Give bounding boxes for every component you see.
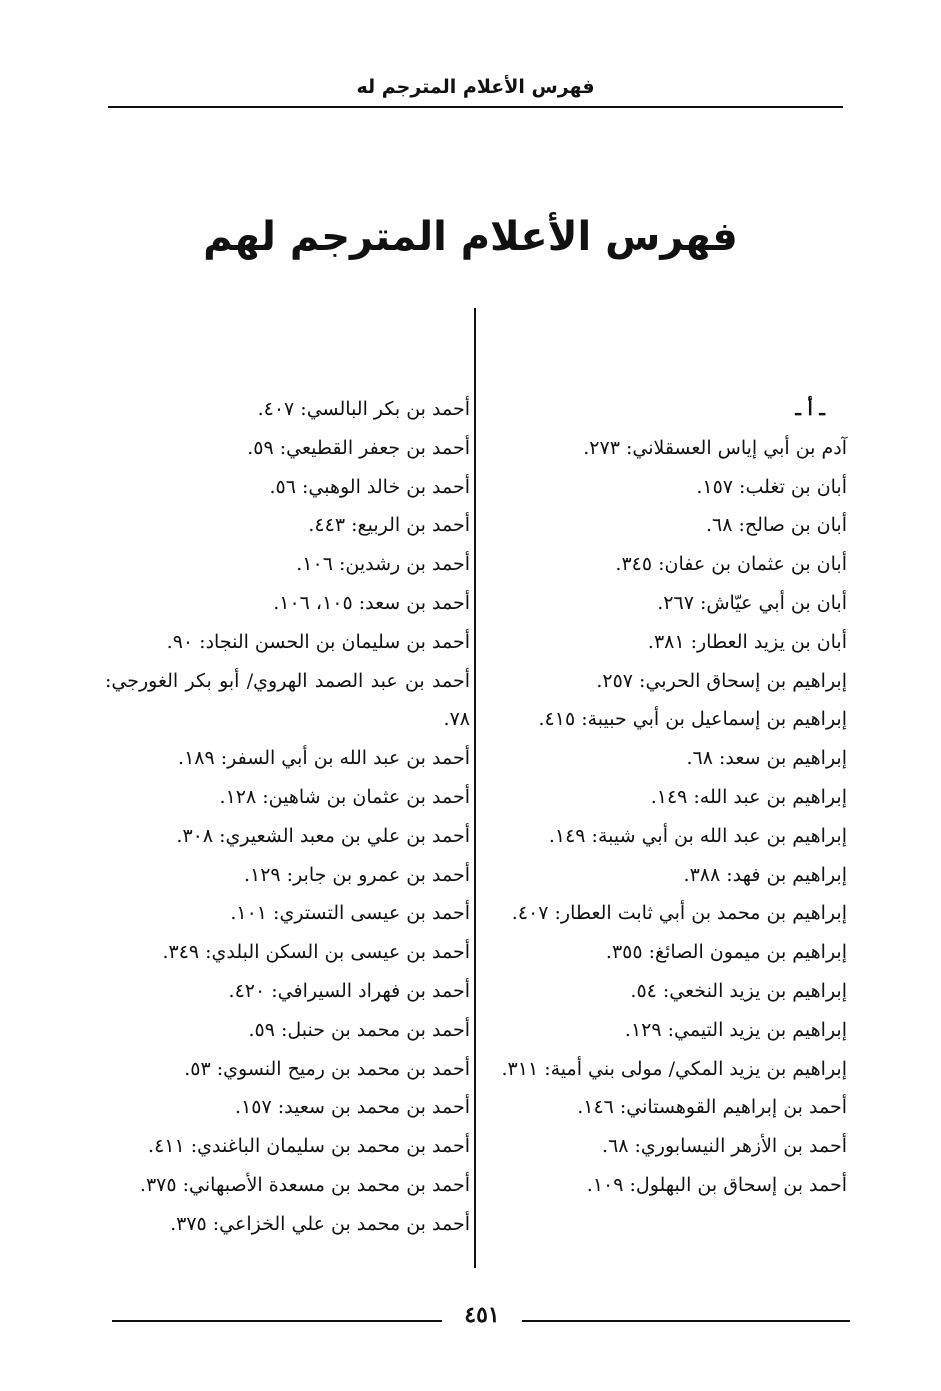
running-header bbox=[108, 74, 843, 108]
index-entry: أبان بن أبي عيّاش: ٢٦٧. bbox=[657, 591, 847, 614]
page-title: فهرس الأعلام المترجم لهم bbox=[203, 214, 738, 260]
index-entry: إبراهيم بن محمد بن أبي ثابت العطار: ٤٠٧. bbox=[511, 902, 847, 925]
index-entry: أحمد بن فهراد السيرافي: ٤٢٠. bbox=[228, 979, 470, 1002]
page-footer bbox=[112, 1300, 850, 1334]
index-entry: أحمد بن عثمان بن شاهين: ١٢٨. bbox=[219, 785, 470, 808]
footer-rule-left bbox=[112, 1320, 442, 1322]
index-entry: أحمد بن محمد بن حنبل: ٥٩. bbox=[248, 1018, 470, 1041]
index-entry: أحمد بن رشدين: ١٠٦. bbox=[296, 553, 470, 576]
index-entry: أبان بن تغلب: ١٥٧. bbox=[696, 475, 847, 498]
index-entry: أحمد بن إبراهيم القوهستاني: ١٤٦. bbox=[577, 1096, 847, 1119]
page-number: ٤٥١ bbox=[464, 1302, 500, 1328]
index-entry: إبراهيم بن إسحاق الحربي: ٢٥٧. bbox=[596, 669, 847, 692]
index-entry: أحمد بن جعفر القطيعي: ٥٩. bbox=[247, 436, 470, 459]
index-entry: إبراهيم بن فهد: ٣٨٨. bbox=[683, 863, 847, 886]
index-entry: أحمد بن سليمان بن الحسن النجاد: ٩٠. bbox=[166, 630, 470, 653]
index-entry: إبراهيم بن يزيد النخعي: ٥٤. bbox=[630, 979, 847, 1002]
running-header-title: فهرس الأعلام المترجم له bbox=[356, 76, 595, 98]
index-entry: أحمد بن عيسى التستري: ١٠١. bbox=[230, 902, 470, 925]
footer-rule-right bbox=[522, 1320, 850, 1322]
index-entry: أحمد بن محمد بن سعيد: ١٥٧. bbox=[235, 1096, 470, 1119]
index-entry: أحمد بن بكر البالسي: ٤٠٧. bbox=[257, 398, 470, 420]
index-entry: أبان بن صالح: ٦٨. bbox=[705, 514, 847, 537]
index-entry: آدم بن أبي إياس العسقلاني: ٢٧٣. bbox=[583, 436, 847, 459]
index-entry: إبراهيم بن إسماعيل بن أبي حبيبة: ٤١٥. bbox=[538, 708, 847, 731]
index-entry: إبراهيم بن ميمون الصائغ: ٣٥٥. bbox=[605, 941, 847, 964]
index-entry: أحمد بن خالد الوهبي: ٥٦. bbox=[269, 475, 470, 498]
index-entry: أحمد بن محمد بن علي الخزاعي: ٣٧٥. bbox=[170, 1212, 470, 1235]
index-entry: أحمد بن محمد بن رميح النسوي: ٥٣. bbox=[184, 1057, 470, 1080]
index-entry: أحمد بن عبد الصمد الهروي/ أبو بكر الغورجي: ٧٨. bbox=[105, 669, 470, 731]
index-entry: أبان بن يزيد العطار: ٣٨١. bbox=[647, 630, 847, 653]
index-entry: أحمد بن عيسى بن السكن البلدي: ٣٤٩. bbox=[162, 941, 470, 964]
index-entry: إبراهيم بن عبد الله بن أبي شيبة: ١٤٩. bbox=[548, 824, 847, 847]
index-entry: أحمد بن الربيع: ٤٤٣. bbox=[308, 514, 470, 537]
section-letter: ـ أ ـ bbox=[795, 398, 825, 420]
index-entry: أحمد بن إسحاق بن البهلول: ١٠٩. bbox=[586, 1173, 847, 1196]
index-entry: أحمد بن محمد بن سليمان الباغندي: ٤١١. bbox=[148, 1135, 470, 1158]
index-entry: إبراهيم بن يزيد المكي/ مولى بني أمية: ٣١١. bbox=[501, 1057, 847, 1080]
index-entry: أحمد بن الأزهر النيسابوري: ٦٨. bbox=[602, 1135, 847, 1158]
index-column-right bbox=[485, 390, 847, 1205]
index-column-left bbox=[105, 390, 470, 1244]
index-entry: إبراهيم بن عبد الله: ١٤٩. bbox=[650, 785, 847, 808]
index-entry: أحمد بن علي بن معبد الشعيري: ٣٠٨. bbox=[176, 824, 470, 847]
index-entry: أحمد بن محمد بن مسعدة الأصبهاني: ٣٧٥. bbox=[139, 1173, 470, 1196]
index-entry: إبراهيم بن سعد: ٦٨. bbox=[686, 747, 847, 770]
index-entry: أحمد بن عمرو بن جابر: ١٢٩. bbox=[243, 863, 470, 886]
index-entry: أحمد بن سعد: ١٠٥، ١٠٦. bbox=[273, 591, 470, 614]
index-entry: إبراهيم بن يزيد التيمي: ١٢٩. bbox=[624, 1018, 847, 1041]
index-entry: أحمد بن عبد الله بن أبي السفر: ١٨٩. bbox=[178, 747, 470, 770]
index-entry: أبان بن عثمان بن عفان: ٣٤٥. bbox=[615, 553, 847, 576]
column-divider bbox=[474, 308, 476, 1268]
